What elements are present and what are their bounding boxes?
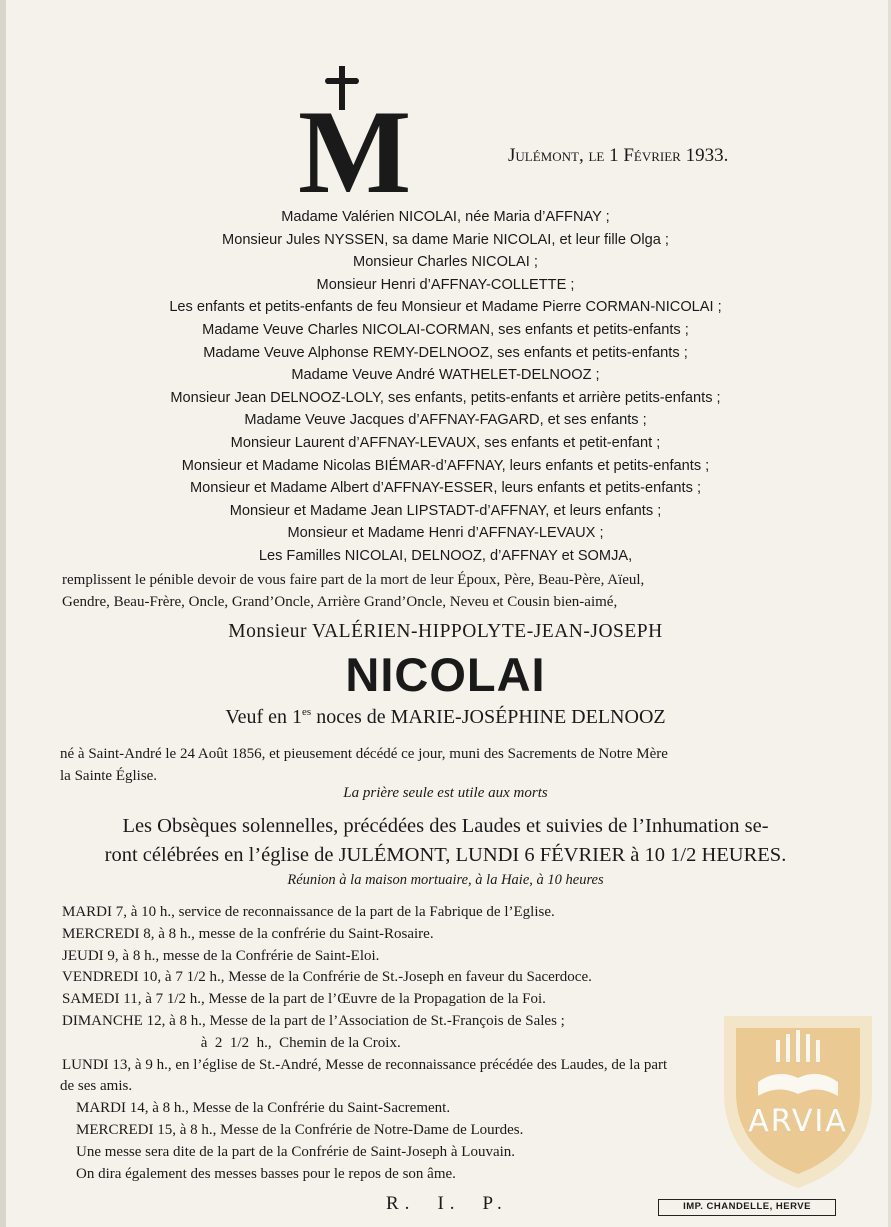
mass-line: MERCREDI 8, à 8 h., messe de la confrérie du Saint-Rosaire.	[62, 925, 434, 942]
deceased-first-names: Monsieur VALÉRIEN-HIPPOLYTE-JEAN-JOSEPH	[228, 621, 663, 642]
widower-sup: es	[302, 706, 312, 718]
family-line: Monsieur et Madame Jean LIPSTADT-d’AFFNAY, et leurs enfants ;	[229, 502, 662, 519]
family-line: Les Familles NICOLAI, DELNOOZ, d’AFFNAY et SOMJA,	[258, 547, 633, 564]
birth-line: né à Saint-André le 24 Août 1856, et pieusement décédé ce jour, muni des Sacrements de Notre Mère	[60, 746, 668, 762]
family-line: Monsieur Charles NICOLAI ;	[353, 254, 538, 271]
mass-line: MARDI 7, à 10 h., service de reconnaissance de la part de la Fabrique de l’Eglise.	[62, 904, 555, 920]
family-line: Monsieur Henri d’AFFNAY-COLLETTE ;	[316, 276, 575, 293]
mass-line: de ses amis.	[60, 1078, 133, 1095]
rip-line	[386, 1193, 530, 1215]
family-line: Les enfants et petits-enfants de feu Monsieur et Madame Pierre CORMAN-NICOLAI ;	[169, 299, 722, 316]
mass-line: LUNDI 13, à 9 h., en l’église de St.-André, Messe de reconnaissance précédée des Laudes, de la part	[62, 1056, 668, 1073]
announcement-text	[62, 570, 842, 613]
family-line: Madame Veuve Charles NICOLAI-CORMAN, ses enfants et petits-enfants ;	[202, 321, 689, 338]
mass-line: MARDI 14, à 8 h., Messe de la Confrérie du Saint-Sacrement.	[76, 1100, 451, 1117]
arvia-watermark	[718, 1012, 878, 1192]
family-line: Monsieur et Madame Nicolas BIÉMAR-d’AFFNAY, leurs enfants et petits-enfants ;	[181, 457, 710, 474]
family-line: Monsieur Laurent d’AFFNAY-LEVAUX, ses enfants et petit-enfant ;	[230, 434, 661, 451]
printer-imprint: IMP. CHANDELLE, HERVE	[658, 1199, 836, 1216]
family-line: Monsieur Jean DELNOOZ-LOLY, ses enfants, petits-enfants et arrière petits-enfants ;	[170, 389, 721, 406]
gathering-note: Réunion à la maison mortuaire, à la Haie, à 10 heures	[287, 872, 604, 888]
mass-line: MERCREDI 15, à 8 h., Messe de la Confrérie de Notre-Dame de Lourdes.	[76, 1121, 524, 1138]
widower-pre: Veuf en 1	[225, 706, 303, 728]
widower-post: noces de MARIE-JOSÉPHINE DELNOOZ	[311, 706, 666, 728]
mass-schedule	[62, 902, 762, 1185]
mass-line: JEUDI 9, à 8 h., messe de la Confrérie de Saint-Eloi.	[62, 947, 380, 964]
mass-line: VENDREDI 10, à 7 1/2 h., Messe de la Confrérie de St.-Joseph en faveur du Sacerdoce.	[62, 969, 592, 986]
mass-line: Une messe sera dite de la part de la Confrérie de Saint-Joseph à Louvain.	[76, 1143, 516, 1160]
family-line: Monsieur Jules NYSSEN, sa dame Marie NICOLAI, et leur fille Olga ;	[222, 231, 669, 248]
mass-line: DIMANCHE 12, à 8 h., Messe de la part de l’Association de St.-François de Sales ;	[62, 1012, 565, 1029]
rip-letter: I.	[437, 1193, 461, 1214]
funeral-line: ront célébrées en l’église de JULÉMONT, LUNDI 6 FÉVRIER à 10 1/2 HEURES.	[104, 844, 787, 866]
rip-letter: R.	[386, 1193, 416, 1214]
dateline: Julémont, le 1 Février 1933.	[508, 145, 729, 166]
mass-line: On dira également des messes basses pour le repos de son âme.	[76, 1165, 456, 1182]
monogram-letter: M	[298, 85, 410, 218]
family-line: Monsieur et Madame Henri d’AFFNAY-LEVAUX ;	[287, 525, 604, 542]
widower-line	[0, 706, 891, 729]
family-line: Madame Veuve Alphonse REMY-DELNOOZ, ses enfants et petits-enfants ;	[203, 344, 688, 361]
prayer-line: La prière seule est utile aux morts	[343, 785, 548, 801]
shield-icon	[718, 1012, 878, 1192]
family-list	[0, 206, 891, 568]
funeral-line: Les Obsèques solennelles, précédées des Laudes et suivies de l’Inhumation se-	[122, 815, 769, 837]
page-edge-left	[0, 0, 6, 1227]
mass-line: SAMEDI 11, à 7 1/2 h., Messe de la part de l’Œuvre de la Propagation de la Foi.	[62, 991, 546, 1008]
family-line: Madame Veuve André WATHELET-DELNOOZ ;	[291, 367, 600, 384]
family-line: Madame Valérien NICOLAI, née Maria d’AFFNAY ;	[281, 209, 610, 225]
announcement-line: Gendre, Beau-Frère, Oncle, Grand’Oncle, Arrière Grand’Oncle, Neveu et Cousin bien-aimé,	[62, 593, 618, 610]
rip-letter: P.	[482, 1193, 508, 1214]
deceased-surname: NICOLAI	[345, 648, 546, 701]
family-line: Monsieur et Madame Albert d’AFFNAY-ESSER, leurs enfants et petits-enfants ;	[189, 480, 701, 497]
mass-line: à 2 1/2 h., Chemin de la Croix.	[62, 1034, 401, 1051]
funeral-announcement	[0, 812, 891, 870]
birth-death-text	[60, 744, 850, 787]
announcement-line: remplissent le pénible devoir de vous faire part de la mort de leur Époux, Père, Beau-Père, Aïeul,	[62, 572, 645, 588]
marian-monogram	[298, 66, 410, 218]
family-line: Madame Veuve Jacques d’AFFNAY-FAGARD, et ses enfants ;	[244, 412, 647, 429]
birth-line: la Sainte Église.	[60, 767, 158, 784]
watermark-label: ARVIA	[748, 1104, 848, 1139]
